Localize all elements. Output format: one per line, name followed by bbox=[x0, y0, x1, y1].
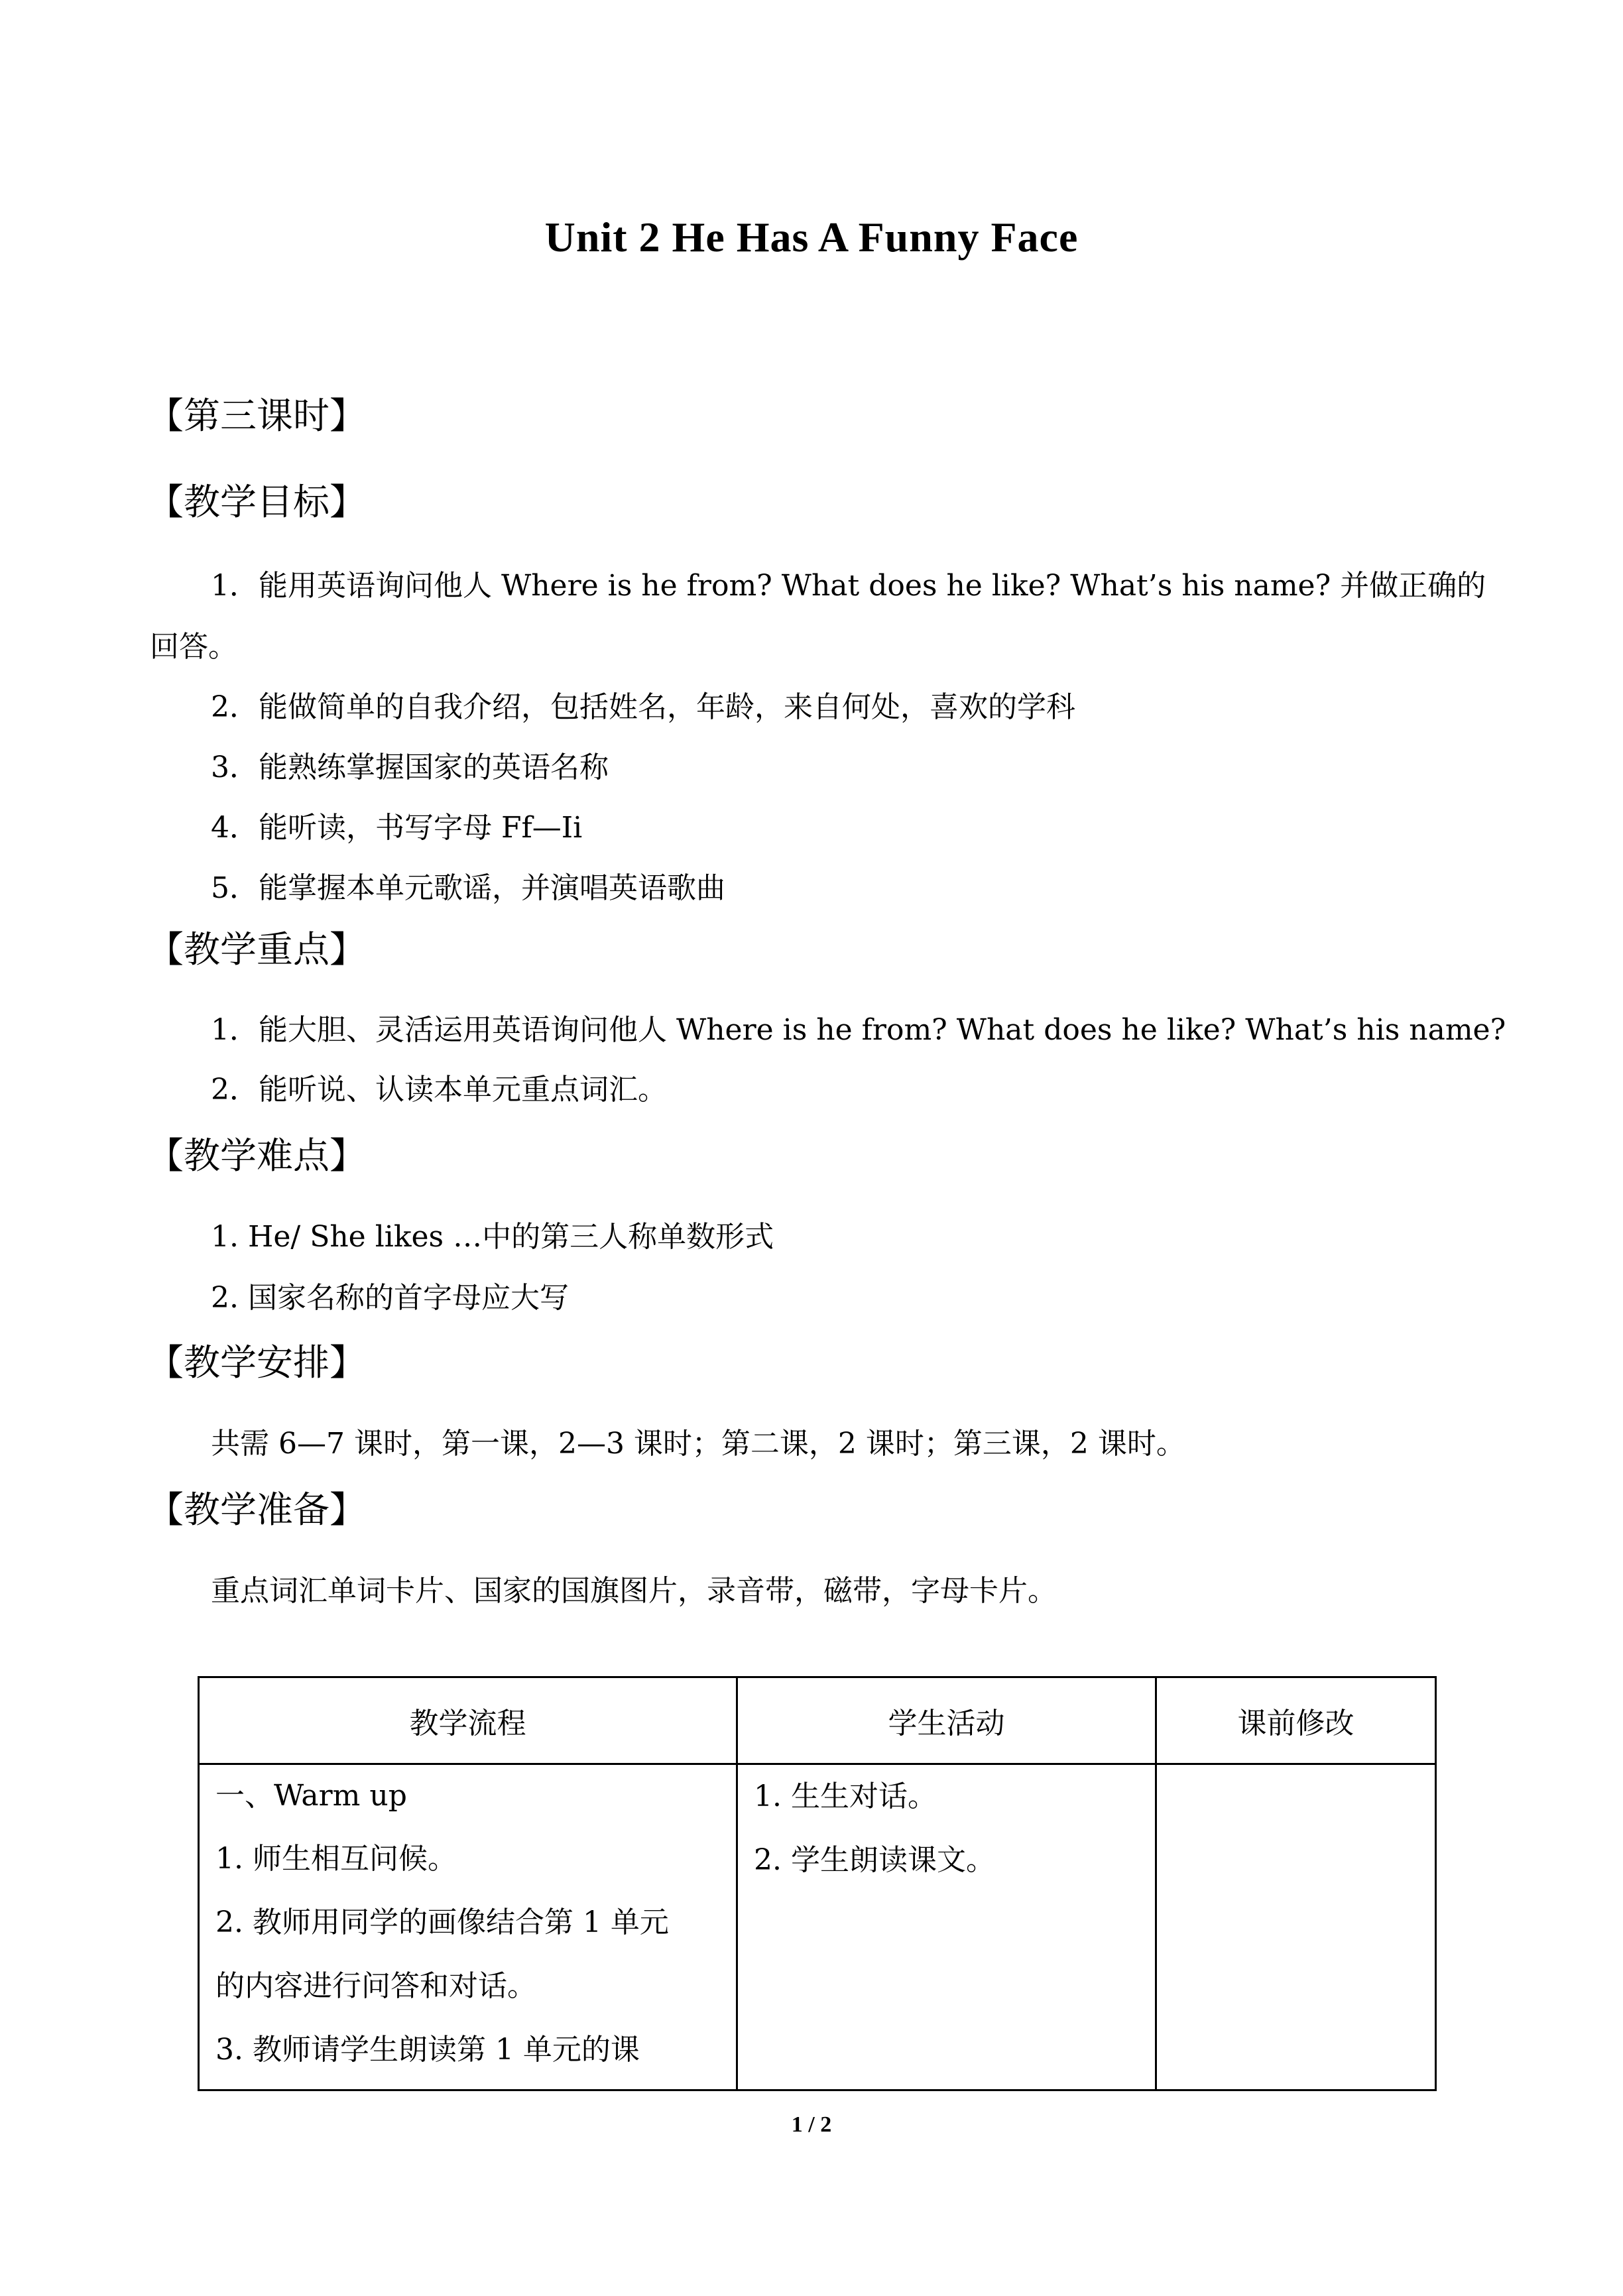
lesson-heading: 【第三课时】 bbox=[147, 394, 367, 437]
activity-line: 2. 学生朗读课文。 bbox=[754, 1843, 995, 1877]
table-header-cell: 教学流程 bbox=[199, 1677, 737, 1764]
schedule-text: 共需 6—7 课时，第一课，2—3 课时；第二课，2 课时；第三课，2 课时。 bbox=[211, 1427, 1185, 1461]
objective-item: 5．能掌握本单元歌谣，并演唱英语歌曲 bbox=[211, 871, 725, 905]
table-header-cell: 课前修改 bbox=[1156, 1677, 1436, 1764]
table-header-row bbox=[199, 1677, 1436, 1764]
flow-line: 1. 师生相互问候。 bbox=[215, 1842, 457, 1876]
objective-item: 2．能做简单的自我介绍，包括姓名，年龄，来自何处，喜欢的学科 bbox=[211, 690, 1075, 724]
activity-line: 1. 生生对话。 bbox=[754, 1780, 937, 1813]
flow-line: 2. 教师用同学的画像结合第 1 单元 bbox=[215, 1905, 669, 1939]
flow-line: 的内容进行问答和对话。 bbox=[215, 1969, 536, 2003]
table-row bbox=[199, 1764, 1436, 2090]
prep-text: 重点词汇单词卡片、国家的国旗图片，录音带，磁带，字母卡片。 bbox=[211, 1574, 1057, 1608]
key-point-item: 2．能听说、认读本单元重点词汇。 bbox=[211, 1073, 667, 1107]
schedule-heading: 【教学安排】 bbox=[147, 1341, 367, 1384]
objectives-heading: 【教学目标】 bbox=[147, 481, 367, 523]
table-header-cell: 学生活动 bbox=[737, 1677, 1156, 1764]
flow-line: 一、Warm up bbox=[215, 1779, 407, 1813]
objective-item: 1．能用英语询问他人 Where is he from? What does he like? What’s his name? 并做正确的回答。 bbox=[150, 569, 1486, 664]
teaching-flow-table bbox=[198, 1676, 1437, 2091]
flow-line: 3. 教师请学生朗读第 1 单元的课 bbox=[215, 2033, 640, 2067]
prep-heading: 【教学准备】 bbox=[147, 1488, 367, 1531]
page-number: 1 / 2 bbox=[791, 2112, 832, 2137]
flow-cell bbox=[199, 1764, 737, 2090]
objective-item: 4．能听读，书写字母 Ff—Ii bbox=[211, 811, 583, 845]
document-title: Unit 2 He Has A Funny Face bbox=[544, 213, 1079, 261]
difficulties-heading: 【教学难点】 bbox=[147, 1134, 367, 1177]
difficulty-item: 2. 国家名称的首字母应大写 bbox=[211, 1281, 569, 1315]
student-activity-cell bbox=[737, 1764, 1156, 2090]
objective-item: 3．能熟练掌握国家的英语名称 bbox=[211, 751, 609, 784]
difficulty-item: 1. He/ She likes …中的第三人称单数形式 bbox=[211, 1220, 774, 1254]
key-point-item: 1．能大胆、灵活运用英语询问他人 Where is he from? What does he like? What’s his name? bbox=[211, 1013, 1506, 1047]
key-points-heading: 【教学重点】 bbox=[147, 928, 367, 971]
revision-cell bbox=[1156, 1764, 1436, 2090]
